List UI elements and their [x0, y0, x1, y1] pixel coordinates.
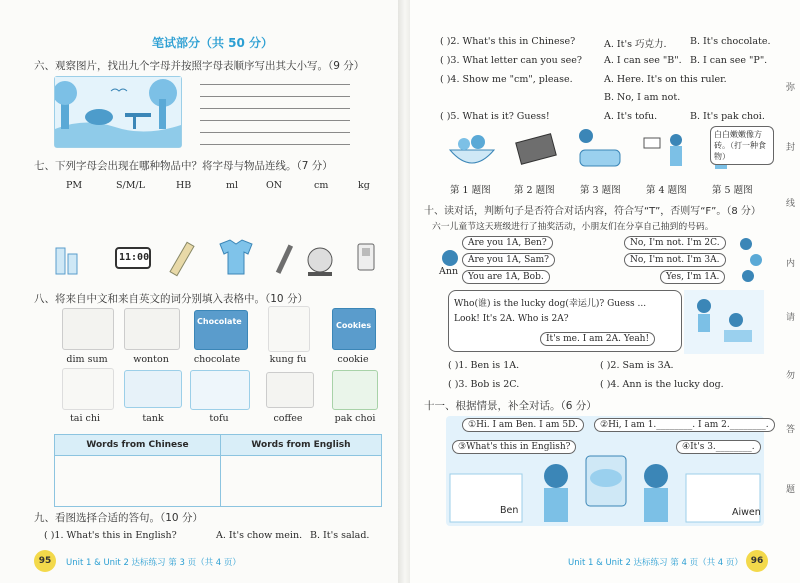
food-label: tofu [209, 413, 229, 424]
dialogue-bubble-2[interactable]: ②Hi, I am 1.________. I am 2.________. [594, 418, 775, 432]
letter-item: ml [226, 180, 239, 191]
judge-item: ( )3. Bob is 2C. [448, 379, 520, 390]
writing-line[interactable] [200, 84, 350, 85]
coffee-image [266, 372, 314, 408]
letter-item: PM [66, 180, 83, 191]
chocolate-image [194, 310, 248, 350]
food-label: tank [142, 413, 164, 424]
side-char: 弥 [786, 83, 796, 93]
q9-option-b[interactable]: B. No, I am not. [604, 92, 681, 103]
q9-option-b[interactable]: B. It's chocolate. [690, 36, 771, 47]
writing-line[interactable] [200, 120, 350, 121]
q9-option-a[interactable]: A. I can see "B". [604, 55, 682, 66]
kung-fu-image [268, 306, 310, 352]
ticket-name-left: Ben [500, 505, 519, 516]
shirt-icon [220, 240, 252, 274]
q6-title: 六、观察图片，找出九个字母并按照字母表顺序写出其大小写。（9 分） [34, 60, 365, 72]
q9-question-1: ( )1. What's this in English? [44, 530, 177, 541]
side-char: 请 [786, 313, 796, 323]
q7-title: 七、下列字母会出现在哪种物品中？将字母与物品连线。（7 分） [34, 160, 333, 172]
q9-question-2: ( )2. What's this in Chinese? [440, 36, 576, 47]
q9-option-b[interactable]: B. It's salad. [310, 530, 370, 541]
ann-label: Ann [439, 266, 459, 277]
q10-intro: 六一儿童节这天班级进行了抽奖活动，小朋友们在分享自己抽到的号码。 [432, 222, 714, 232]
letter-item: kg [358, 180, 370, 191]
side-char: 答 [786, 425, 796, 435]
food-label: kung fu [269, 354, 307, 365]
letter-item: cm [314, 180, 329, 191]
q11-scene [446, 416, 764, 526]
judge-item: ( )2. Sam is 3A. [600, 360, 674, 371]
ruler-teacher-icon [644, 134, 682, 166]
side-char: 题 [786, 485, 796, 495]
speech-bubble: Are you 1A, Sam? [462, 253, 555, 267]
figure-label: 第 2 题图 [514, 185, 555, 196]
food-label: wonton [133, 354, 169, 365]
speech-bubble: No, I'm not. I'm 3A. [624, 253, 726, 267]
footer-right: Unit 1 & Unit 2 达标练习 第 4 页（共 4 页） [568, 558, 743, 568]
letter-item: HB [176, 180, 192, 191]
ruler-icon [170, 242, 194, 275]
food-label: dim sum [66, 354, 108, 365]
q11-title: 十一、根据情景，补全对话。（6 分） [424, 400, 597, 412]
table-header-english: Words from English [220, 435, 381, 456]
writing-line[interactable] [200, 144, 350, 145]
bottles-icon [56, 248, 77, 274]
side-char: 线 [786, 199, 796, 209]
riddle-bubble: 白白嫩嫩像方砖。（打一种食物） [710, 126, 774, 165]
speech-bubble: Are you 1A, Ben? [462, 236, 553, 250]
clock-text: 11:00 [119, 252, 150, 263]
pak-choi-image [332, 370, 378, 410]
salad-bowl-icon [450, 135, 494, 163]
q9-option-a[interactable]: A. Here. It's on this ruler. [604, 74, 727, 85]
chocolate-box-label: Chocolate [197, 317, 242, 326]
food-label: chocolate [193, 354, 241, 365]
figure-label: 第 4 题图 [646, 185, 687, 196]
letter-item: S/M/L [116, 180, 145, 191]
figure-label: 第 5 题图 [712, 185, 753, 196]
letter-item: ON [266, 180, 283, 191]
side-char: 封 [786, 143, 796, 153]
classroom-image [684, 290, 764, 354]
page-number-left: 95 [34, 550, 56, 572]
q6-scene-image [54, 76, 182, 148]
tai-chi-image [62, 368, 114, 410]
figure-label: 第 3 题图 [580, 185, 621, 196]
side-char: 勿 [786, 371, 796, 381]
parking-car-icon [579, 129, 620, 166]
answer-cell-chinese[interactable] [55, 456, 221, 507]
side-char: 内 [786, 259, 796, 269]
writing-line[interactable] [200, 96, 350, 97]
q9-option-a[interactable]: A. It's 巧克力. [604, 39, 667, 50]
dialogue-line: Look! It's 2A. Who is 2A? [454, 314, 569, 324]
dialogue-bubble-4[interactable]: ④It's 3.________. [676, 440, 761, 454]
footer-left: Unit 1 & Unit 2 达标练习 第 3 页（共 4 页） [66, 558, 241, 568]
writing-line[interactable] [200, 132, 350, 133]
pencil-icon [276, 245, 293, 274]
speech-bubble: You are 1A, Bob. [462, 270, 550, 284]
writing-line[interactable] [200, 108, 350, 109]
q9-option-a[interactable]: A. It's tofu. [604, 111, 658, 122]
judge-item: ( )1. Ben is 1A. [448, 360, 520, 371]
judge-item: ( )4. Ann is the lucky dog. [600, 379, 724, 390]
q9-option-b[interactable]: B. It's pak choi. [690, 111, 765, 122]
chocolate-bar-icon [516, 134, 556, 165]
q7-items-row [52, 238, 382, 280]
switch-icon [358, 244, 374, 270]
q9-option-a[interactable]: A. It's chow mein. [216, 530, 303, 541]
words-table [54, 434, 382, 507]
tofu-image [190, 370, 250, 410]
answer-cell-english[interactable] [220, 456, 381, 507]
speech-bubble-reply: It's me. I am 2A. Yeah! [540, 332, 655, 346]
table-header-chinese: Words from Chinese [55, 435, 221, 456]
cookies-box-label: Cookies [336, 321, 372, 330]
q9-option-b[interactable]: B. I can see "P". [690, 55, 768, 66]
dialogue-bubble-1: ①Hi. I am Ben. I am 5D. [462, 418, 584, 432]
food-label: pak choi [334, 413, 376, 424]
section-header: 笔试部分（共 50 分） [152, 36, 274, 50]
q8-title: 八、将来自中文和来自英文的词分别填入表格中。（10 分） [34, 293, 308, 305]
dialogue-line: Who(谁) is the lucky dog(幸运儿)? Guess ... [454, 299, 647, 309]
q9-title: 九、看图选择合适的答句。（10 分） [34, 512, 203, 524]
q9-question-5: ( )5. What is it? Guess! [440, 111, 550, 122]
food-label: cookie [337, 354, 369, 365]
q9-question-3: ( )3. What letter can you see? [440, 55, 582, 66]
figure-label: 第 1 题图 [450, 185, 491, 196]
dim-sum-image [62, 308, 114, 350]
food-label: coffee [273, 413, 303, 424]
speech-bubble: No, I'm not. I'm 2C. [624, 236, 726, 250]
q10-title: 十、读对话，判断句子是否符合对话内容，符合写“T”，否则写“F”。（8 分） [424, 206, 761, 217]
page-number-right: 96 [746, 550, 768, 572]
ticket-name-right: Aiwen [732, 507, 761, 518]
scale-icon [308, 248, 332, 276]
food-label: tai chi [69, 413, 101, 424]
dialogue-bubble-3: ③What's this in English? [452, 440, 576, 454]
q9-question-4: ( )4. Show me "cm", please. [440, 74, 573, 85]
wonton-image [124, 308, 180, 350]
kids-group-image [738, 236, 764, 286]
tank-image [124, 370, 182, 408]
speech-bubble: Yes, I'm 1A. [660, 270, 725, 284]
